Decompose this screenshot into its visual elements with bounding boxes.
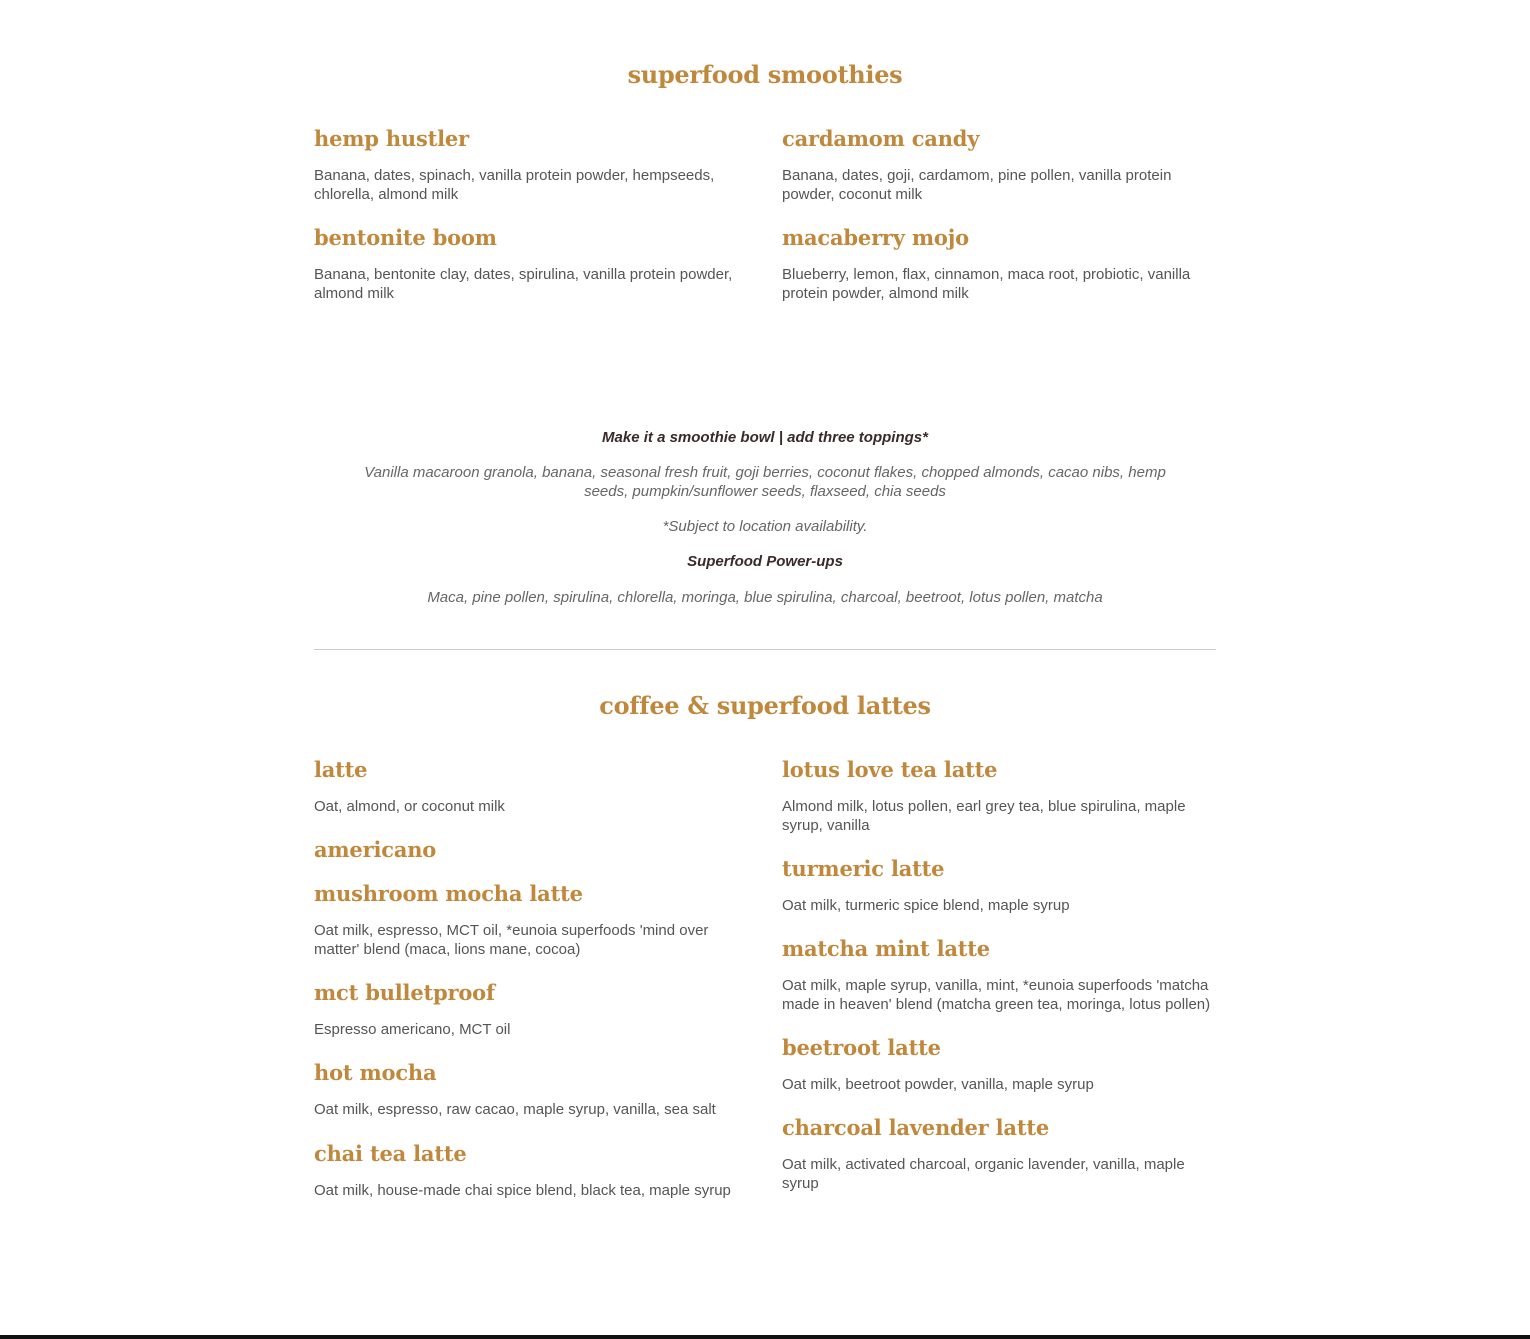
section-divider (314, 649, 1216, 650)
item-description: Oat milk, maple syrup, vanilla, mint, *eunoia superfoods 'matcha made in heaven' blend (matcha green tea, moringa, lotus pollen) (782, 977, 1211, 1013)
section-title-lattes: coffee & superfood lattes (599, 691, 931, 720)
item-description: Oat milk, espresso, raw cacao, maple syrup, vanilla, sea salt (314, 1101, 716, 1118)
item-name: macaberry mojo (782, 225, 969, 250)
menu-item (782, 936, 1216, 1014)
item-name: beetroot latte (782, 1035, 941, 1060)
item-description: Oat milk, house-made chai spice blend, black tea, maple syrup (314, 1182, 731, 1199)
powerups-heading: Superfood Power-ups (687, 553, 843, 570)
smoothie-addons (314, 428, 1216, 607)
item-description: Oat milk, turmeric spice blend, maple syrup (782, 897, 1070, 914)
powerups-list: Maca, pine pollen, spirulina, chlorella, moringa, blue spirulina, charcoal, beetroot, lotus pollen, matcha (427, 589, 1103, 606)
lattes-right-column (782, 757, 1216, 1200)
item-name: chai tea latte (314, 1141, 467, 1166)
item-description: Espresso americano, MCT oil (314, 1021, 511, 1038)
footer-edge (0, 1335, 1530, 1339)
menu-item (782, 126, 1216, 204)
bowl-heading: Make it a smoothie bowl | add three toppings* (602, 429, 928, 446)
menu-item (314, 1060, 748, 1119)
item-name: cardamom candy (782, 126, 980, 151)
smoothies-left-column (314, 126, 748, 303)
item-name: matcha mint latte (782, 936, 990, 961)
item-name: americano (314, 837, 437, 862)
item-description: Oat, almond, or coconut milk (314, 798, 505, 815)
availability-note: *Subject to location availability. (662, 518, 868, 535)
item-name: hemp hustler (314, 126, 469, 151)
item-name: bentonite boom (314, 225, 497, 250)
item-description: Banana, dates, spinach, vanilla protein powder, hempseeds, chlorella, almond milk (314, 167, 715, 203)
menu-item (314, 1141, 748, 1200)
item-description: Banana, bentonite clay, dates, spirulina, vanilla protein powder, almond milk (314, 266, 733, 302)
menu-item (314, 837, 748, 863)
menu-item (782, 1115, 1216, 1193)
menu-item (782, 757, 1216, 835)
smoothies-columns (314, 126, 1216, 303)
bowl-toppings: Vanilla macaroon granola, banana, seasonal fresh fruit, goji berries, coconut flakes, chopped almonds, cacao nibs, hemp seeds, pumpkin/sunflower seeds, flaxseed, chia seeds (364, 464, 1166, 500)
item-description: Oat milk, activated charcoal, organic lavender, vanilla, maple syrup (782, 1156, 1185, 1192)
menu-item (314, 225, 748, 303)
item-name: mct bulletproof (314, 980, 495, 1005)
section-title-smoothies: superfood smoothies (627, 60, 903, 89)
item-name: hot mocha (314, 1060, 437, 1085)
item-name: mushroom mocha latte (314, 881, 583, 906)
item-description: Oat milk, beetroot powder, vanilla, maple syrup (782, 1076, 1094, 1093)
menu-item (314, 757, 748, 816)
item-name: latte (314, 757, 368, 782)
item-description: Blueberry, lemon, flax, cinnamon, maca root, probiotic, vanilla protein powder, almond milk (782, 266, 1191, 302)
smoothies-right-column (782, 126, 1216, 303)
menu-item (314, 881, 748, 959)
lattes-left-column (314, 757, 748, 1200)
item-description: Banana, dates, goji, cardamom, pine pollen, vanilla protein powder, coconut milk (782, 167, 1172, 203)
menu-item (314, 126, 748, 204)
item-description: Almond milk, lotus pollen, earl grey tea, blue spirulina, maple syrup, vanilla (782, 798, 1186, 834)
lattes-columns (314, 757, 1216, 1200)
menu-item (782, 1035, 1216, 1094)
item-name: lotus love tea latte (782, 757, 998, 782)
item-description: Oat milk, espresso, MCT oil, *eunoia superfoods 'mind over matter' blend (maca, lions mane, cocoa) (314, 922, 709, 958)
item-name: turmeric latte (782, 856, 945, 881)
item-name: charcoal lavender latte (782, 1115, 1049, 1140)
menu-item (782, 856, 1216, 915)
menu-item (782, 225, 1216, 303)
menu-item (314, 980, 748, 1039)
